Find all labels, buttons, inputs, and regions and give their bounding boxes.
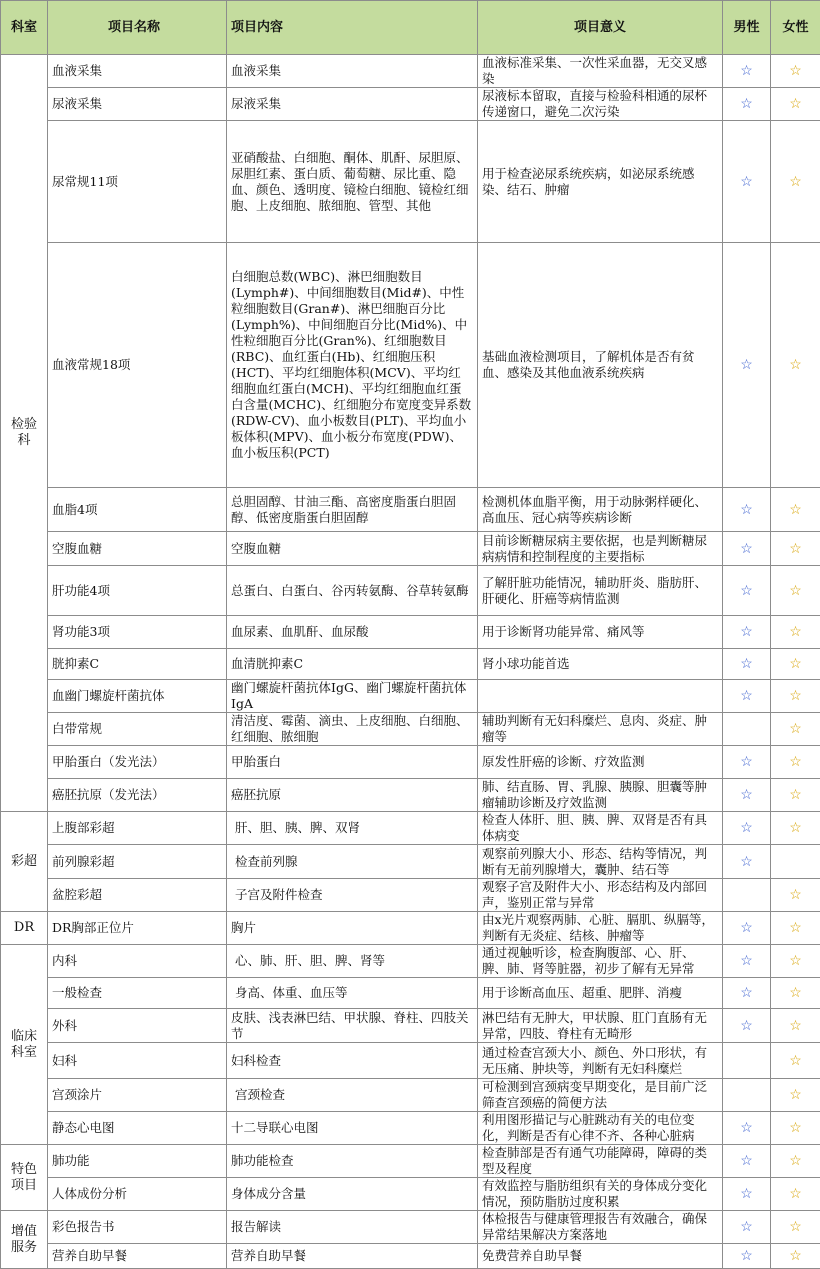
item-content: 身体成分含量 [227, 1178, 478, 1211]
female-star-icon: ☆ [789, 357, 802, 373]
item-content: 白细胞总数(WBC)、淋巴细胞数目(Lymph#)、中间细胞数目(Mid#)、中性粒细胞数目(Gran#)、淋巴细胞百分比(Lymph%)、中间细胞百分比(Mid%)、中性粒细胞百分比(Gran%)、红细胞数目(RBC)、血红蛋白(Hb)、红细胞压积(HCT)、平均红细胞体积(MCV)、平均红细胞血红蛋白(MCH)、平均红细胞血红蛋白含量(MCHC)、红细胞分布宽度变异系数(RDW-CV)、血小板数目(PLT)、平均血小板体积(MPV)、血小板分布宽度(PDW)、血小板压积(PCT) [227, 243, 478, 488]
table-row [1, 55, 820, 88]
table-row [1, 845, 820, 879]
table-row [1, 779, 820, 812]
female-star-icon: ☆ [789, 1219, 802, 1235]
item-name: 彩色报告书 [48, 1211, 227, 1244]
male-cell [723, 978, 771, 1009]
item-name: 白带常规 [48, 713, 227, 746]
item-name: 尿液采集 [48, 88, 227, 121]
item-name: 空腹血糖 [48, 532, 227, 566]
table-row [1, 713, 820, 746]
item-content: 幽门螺旋杆菌抗体IgG、幽门螺旋杆菌抗体IgA [227, 680, 478, 713]
female-cell [771, 1211, 820, 1244]
item-content: 检查前列腺 [227, 845, 478, 879]
female-star-icon: ☆ [789, 1053, 802, 1069]
female-cell [771, 243, 820, 488]
item-name: 血脂4项 [48, 488, 227, 532]
item-name: 癌胚抗原（发光法） [48, 779, 227, 812]
male-cell [723, 879, 771, 912]
female-cell [771, 1112, 820, 1145]
item-meaning: 目前诊断糖尿病主要依据，也是判断糖尿病病情和控制程度的主要指标 [478, 532, 723, 566]
female-star-icon: ☆ [789, 1153, 802, 1169]
male-cell [723, 945, 771, 978]
table-row [1, 532, 820, 566]
item-meaning: 检测机体血脂平衡，用于动脉粥样硬化、高血压、冠心病等疾病诊断 [478, 488, 723, 532]
male-star-icon: ☆ [740, 656, 753, 672]
male-star-icon: ☆ [740, 63, 753, 79]
male-star-icon: ☆ [740, 1153, 753, 1169]
male-star-icon: ☆ [740, 1120, 753, 1136]
table-row [1, 243, 820, 488]
item-content: 营养自助早餐 [227, 1244, 478, 1269]
female-star-icon: ☆ [789, 688, 802, 704]
male-cell [723, 1112, 771, 1145]
item-content: 空腹血糖 [227, 532, 478, 566]
header-dept: 科室 [1, 1, 48, 55]
male-cell [723, 1043, 771, 1079]
item-meaning: 有效监控与脂肪组织有关的身体成分变化情况，预防脂肪过度积累 [478, 1178, 723, 1211]
item-meaning: 观察前列腺大小、形态、结构等情况，判断有无前列腺增大，囊肿、结石等 [478, 845, 723, 879]
female-star-icon: ☆ [789, 1087, 802, 1103]
item-content: 十二导联心电图 [227, 1112, 478, 1145]
male-star-icon: ☆ [740, 754, 753, 770]
dept-cell-lab: 检验科 [1, 55, 48, 812]
female-cell [771, 1043, 820, 1079]
item-name: 妇科 [48, 1043, 227, 1079]
female-cell [771, 1244, 820, 1269]
item-name: 肾功能3项 [48, 616, 227, 649]
item-content: 血液采集 [227, 55, 478, 88]
table-row [1, 1178, 820, 1211]
item-meaning: 由x光片观察两肺、心脏、膈肌、纵膈等，判断有无炎症、结核、肿瘤等 [478, 912, 723, 945]
item-name: 盆腔彩超 [48, 879, 227, 912]
female-star-icon: ☆ [789, 656, 802, 672]
male-star-icon: ☆ [740, 820, 753, 836]
female-cell [771, 1009, 820, 1043]
male-cell [723, 243, 771, 488]
item-meaning: 观察子宫及附件大小、形态结构及内部回声，鉴别正常与异常 [478, 879, 723, 912]
item-name: 尿常规11项 [48, 121, 227, 243]
female-star-icon: ☆ [789, 953, 802, 969]
item-meaning: 检查肺部是否有通气功能障碍，障碍的类型及程度 [478, 1145, 723, 1178]
male-cell [723, 616, 771, 649]
item-content: 肝、胆、胰、脾、双肾 [227, 812, 478, 845]
female-star-icon: ☆ [789, 63, 802, 79]
item-meaning: 肾小球功能首选 [478, 649, 723, 680]
male-cell [723, 121, 771, 243]
table-row [1, 1112, 820, 1145]
item-name: 胱抑素C [48, 649, 227, 680]
male-cell [723, 1244, 771, 1269]
item-content: 胸片 [227, 912, 478, 945]
item-content: 尿液采集 [227, 88, 478, 121]
table-row [1, 1145, 820, 1178]
dept-cell-valueadd: 增值服务 [1, 1211, 48, 1269]
header-name: 项目名称 [48, 1, 227, 55]
item-content: 子宫及附件检查 [227, 879, 478, 912]
female-star-icon: ☆ [789, 174, 802, 190]
item-name: 血液常规18项 [48, 243, 227, 488]
female-star-icon: ☆ [789, 920, 802, 936]
item-meaning: 通过检查宫颈大小、颜色、外口形状，有无压痛、肿块等，判断有无妇科糜烂 [478, 1043, 723, 1079]
male-star-icon: ☆ [740, 854, 753, 870]
item-meaning: 了解肝脏功能情况，辅助肝炎、脂肪肝、肝硬化、肝癌等病情监测 [478, 566, 723, 616]
item-name: 上腹部彩超 [48, 812, 227, 845]
male-star-icon: ☆ [740, 174, 753, 190]
header-content: 项目内容 [227, 1, 478, 55]
table-row [1, 1079, 820, 1112]
item-meaning: 淋巴结有无肿大，甲状腺、肛门直肠有无异常，四肢、脊柱有无畸形 [478, 1009, 723, 1043]
item-content: 清洁度、霉菌、滴虫、上皮细胞、白细胞、红细胞、脓细胞 [227, 713, 478, 746]
female-cell [771, 779, 820, 812]
item-name: 内科 [48, 945, 227, 978]
item-meaning: 利用图形描记与心脏跳动有关的电位变化，判断是否有心律不齐、各种心脏病 [478, 1112, 723, 1145]
female-cell [771, 532, 820, 566]
item-meaning: 免费营养自助早餐 [478, 1244, 723, 1269]
table-row [1, 121, 820, 243]
female-star-icon: ☆ [789, 1018, 802, 1034]
table-row [1, 88, 820, 121]
item-name: 宫颈涂片 [48, 1079, 227, 1112]
item-content: 癌胚抗原 [227, 779, 478, 812]
table-row [1, 912, 820, 945]
male-cell [723, 649, 771, 680]
item-name: 静态心电图 [48, 1112, 227, 1145]
item-meaning: 辅助判断有无妇科糜烂、息肉、炎症、肿瘤等 [478, 713, 723, 746]
male-cell [723, 1211, 771, 1244]
header-row [1, 1, 820, 55]
dept-cell-ultrasound: 彩超 [1, 812, 48, 912]
item-content: 亚硝酸盐、白细胞、酮体、肌酐、尿胆原、尿胆红素、蛋白质、葡萄糖、尿比重、隐血、颜色、透明度、镜检白细胞、镜检红细胞、上皮细胞、脓细胞、管型、其他 [227, 121, 478, 243]
table-row [1, 746, 820, 779]
female-cell [771, 121, 820, 243]
male-star-icon: ☆ [740, 920, 753, 936]
table-row [1, 616, 820, 649]
item-content: 血尿素、血肌酐、血尿酸 [227, 616, 478, 649]
female-star-icon: ☆ [789, 887, 802, 903]
table-row [1, 488, 820, 532]
female-cell [771, 616, 820, 649]
male-cell [723, 912, 771, 945]
female-cell [771, 746, 820, 779]
male-cell [723, 88, 771, 121]
item-content: 总胆固醇、甘油三酯、高密度脂蛋白胆固醇、低密度脂蛋白胆固醇 [227, 488, 478, 532]
female-star-icon: ☆ [789, 1120, 802, 1136]
female-star-icon: ☆ [789, 583, 802, 599]
male-star-icon: ☆ [740, 502, 753, 518]
female-star-icon: ☆ [789, 985, 802, 1001]
item-meaning: 检查人体肝、胆、胰、脾、双肾是否有具体病变 [478, 812, 723, 845]
female-cell [771, 649, 820, 680]
female-cell [771, 1079, 820, 1112]
dept-cell-clinical: 临床科室 [1, 945, 48, 1145]
female-star-icon: ☆ [789, 96, 802, 112]
female-cell [771, 879, 820, 912]
item-meaning: 血液标准采集、一次性采血器，无交叉感染 [478, 55, 723, 88]
male-star-icon: ☆ [740, 624, 753, 640]
male-star-icon: ☆ [740, 953, 753, 969]
male-cell [723, 812, 771, 845]
female-cell [771, 680, 820, 713]
male-cell [723, 779, 771, 812]
table-row [1, 1244, 820, 1269]
male-cell [723, 746, 771, 779]
table-row [1, 978, 820, 1009]
item-name: 肝功能4项 [48, 566, 227, 616]
dept-cell-special: 特色项目 [1, 1145, 48, 1211]
male-cell [723, 1178, 771, 1211]
item-name: 肺功能 [48, 1145, 227, 1178]
header-meaning: 项目意义 [478, 1, 723, 55]
item-content: 肺功能检查 [227, 1145, 478, 1178]
male-star-icon: ☆ [740, 688, 753, 704]
table-row [1, 1211, 820, 1244]
male-cell [723, 566, 771, 616]
female-cell [771, 945, 820, 978]
table-row [1, 945, 820, 978]
item-content: 甲胎蛋白 [227, 746, 478, 779]
female-star-icon: ☆ [789, 787, 802, 803]
female-cell [771, 978, 820, 1009]
table-row [1, 879, 820, 912]
item-meaning: 基础血液检测项目，了解机体是否有贫血、感染及其他血液系统疾病 [478, 243, 723, 488]
male-cell [723, 845, 771, 879]
female-star-icon: ☆ [789, 1186, 802, 1202]
female-cell [771, 55, 820, 88]
dept-cell-dr: DR [1, 912, 48, 945]
table-row [1, 680, 820, 713]
female-cell [771, 912, 820, 945]
item-name: DR胸部正位片 [48, 912, 227, 945]
male-star-icon: ☆ [740, 541, 753, 557]
male-star-icon: ☆ [740, 1219, 753, 1235]
item-meaning: 尿液标本留取，直接与检验科相通的尿杯传递窗口，避免二次污染 [478, 88, 723, 121]
item-name: 血幽门螺旋杆菌抗体 [48, 680, 227, 713]
item-name: 前列腺彩超 [48, 845, 227, 879]
male-star-icon: ☆ [740, 1186, 753, 1202]
item-content: 心、肺、肝、胆、脾、肾等 [227, 945, 478, 978]
male-star-icon: ☆ [740, 357, 753, 373]
item-meaning: 通过视触听诊，检查胸腹部、心、肝、脾、肺、肾等脏器，初步了解有无异常 [478, 945, 723, 978]
table-row [1, 649, 820, 680]
female-star-icon: ☆ [789, 624, 802, 640]
male-cell [723, 1145, 771, 1178]
female-star-icon: ☆ [789, 820, 802, 836]
male-cell [723, 55, 771, 88]
table-row [1, 1009, 820, 1043]
male-star-icon: ☆ [740, 787, 753, 803]
item-content: 总蛋白、白蛋白、谷丙转氨酶、谷草转氨酶 [227, 566, 478, 616]
item-name: 甲胎蛋白（发光法） [48, 746, 227, 779]
item-meaning: 原发性肝癌的诊断、疗效监测 [478, 746, 723, 779]
item-content: 报告解读 [227, 1211, 478, 1244]
item-meaning: 用于诊断肾功能异常、痛风等 [478, 616, 723, 649]
item-name: 营养自助早餐 [48, 1244, 227, 1269]
item-content: 妇科检查 [227, 1043, 478, 1079]
male-star-icon: ☆ [740, 1018, 753, 1034]
female-star-icon: ☆ [789, 754, 802, 770]
header-female: 女性 [771, 1, 820, 55]
female-cell [771, 845, 820, 879]
female-star-icon: ☆ [789, 1248, 802, 1264]
female-cell [771, 88, 820, 121]
item-content: 皮肤、浅表淋巴结、甲状腺、脊柱、四肢关节 [227, 1009, 478, 1043]
item-meaning: 用于诊断高血压、超重、肥胖、消瘦 [478, 978, 723, 1009]
table-row [1, 1043, 820, 1079]
female-cell [771, 1145, 820, 1178]
item-name: 血液采集 [48, 55, 227, 88]
male-star-icon: ☆ [740, 96, 753, 112]
male-cell [723, 1009, 771, 1043]
male-cell [723, 488, 771, 532]
female-cell [771, 713, 820, 746]
item-name: 人体成份分析 [48, 1178, 227, 1211]
item-meaning: 肺、结直肠、胃、乳腺、胰腺、胆囊等肿瘤辅助诊断及疗效监测 [478, 779, 723, 812]
item-meaning [478, 680, 723, 713]
item-content: 身高、体重、血压等 [227, 978, 478, 1009]
female-cell [771, 1178, 820, 1211]
item-meaning: 可检测到宫颈病变早期变化，是目前广泛筛查宫颈癌的简便方法 [478, 1079, 723, 1112]
table-row [1, 566, 820, 616]
male-cell [723, 680, 771, 713]
item-meaning: 体检报告与健康管理报告有效融合，确保异常结果解决方案落地 [478, 1211, 723, 1244]
female-cell [771, 566, 820, 616]
item-content: 血清胱抑素C [227, 649, 478, 680]
female-star-icon: ☆ [789, 721, 802, 737]
male-star-icon: ☆ [740, 985, 753, 1001]
female-star-icon: ☆ [789, 502, 802, 518]
item-name: 外科 [48, 1009, 227, 1043]
table-row [1, 812, 820, 845]
header-male: 男性 [723, 1, 771, 55]
male-cell [723, 1079, 771, 1112]
male-cell [723, 532, 771, 566]
male-cell [723, 713, 771, 746]
female-cell [771, 488, 820, 532]
female-star-icon: ☆ [789, 541, 802, 557]
item-name: 一般检查 [48, 978, 227, 1009]
item-meaning: 用于检查泌尿系统疾病，如泌尿系统感染、结石、肿瘤 [478, 121, 723, 243]
female-cell [771, 812, 820, 845]
male-star-icon: ☆ [740, 1248, 753, 1264]
male-star-icon: ☆ [740, 583, 753, 599]
item-content: 宫颈检查 [227, 1079, 478, 1112]
table-body [1, 55, 820, 1269]
